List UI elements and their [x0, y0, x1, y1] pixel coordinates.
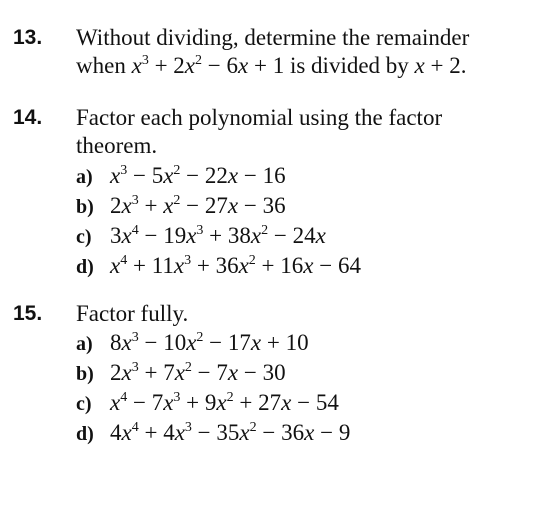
polynomial-expression: $4x^4 + 4x^3 - 35x^2 - 36x - 9$	[110, 420, 351, 445]
problem-number: 15.	[13, 302, 43, 325]
part-label: a)	[76, 166, 93, 188]
part-d	[76, 252, 361, 280]
polynomial-expression: $3x^4 - 19x^3 + 38x^2 - 24x$	[110, 223, 326, 248]
polynomial-expression: $2x^3 + 7x^2 - 7x - 30$	[110, 360, 286, 385]
part-c	[76, 222, 326, 250]
part-label: c)	[76, 226, 92, 248]
polynomial-expression: $x^4 - 7x^3 + 9x^2 + 27x - 54$	[110, 390, 339, 415]
stem-line: Factor each polynomial using the factor	[76, 105, 443, 130]
polynomial-expression: $8x^3 - 10x^2 - 17x + 10$	[110, 330, 309, 355]
stem-line: when $x^3 + 2x^2 - 6x + 1$ is divided by x + 2.	[76, 53, 467, 78]
part-label: b)	[76, 196, 94, 218]
problem-number: 13.	[13, 26, 43, 49]
stem-line: theorem.	[76, 133, 158, 158]
part-label: b)	[76, 363, 94, 385]
part-b	[76, 192, 286, 220]
problem-number: 14.	[13, 106, 43, 129]
part-b	[76, 359, 286, 387]
polynomial-expression: $2x^3 + x^2 - 27x - 36$	[110, 193, 286, 218]
part-label: c)	[76, 393, 92, 415]
part-c	[76, 389, 339, 417]
stem-line: Factor fully.	[76, 301, 189, 326]
part-d	[76, 419, 350, 447]
problem-stem	[76, 24, 469, 80]
stem-line: Without dividing, determine the remainder	[76, 25, 470, 50]
part-a	[76, 162, 286, 190]
part-label: a)	[76, 333, 93, 355]
problem-stem	[76, 104, 442, 160]
polynomial-expression: $x^4 + 11x^3 + 36x^2 + 16x - 64$	[110, 253, 361, 278]
polynomial-expression: $x^3 - 5x^2 - 22x - 16$	[110, 163, 286, 188]
part-a	[76, 329, 309, 357]
part-label: d)	[76, 423, 94, 445]
part-label: d)	[76, 256, 94, 278]
problem-stem	[76, 300, 188, 328]
